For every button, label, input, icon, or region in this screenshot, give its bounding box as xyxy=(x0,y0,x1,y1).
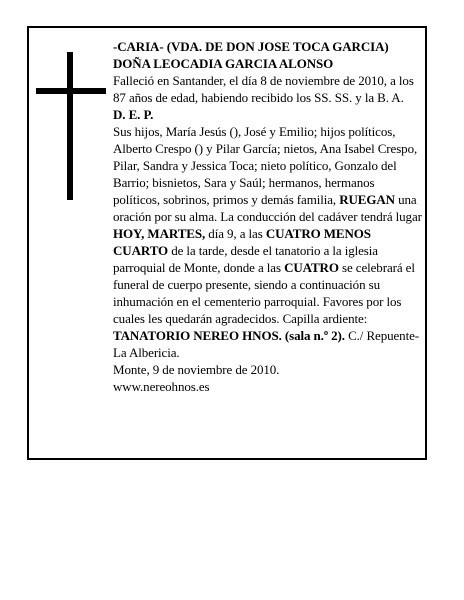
ruegan-text: RUEGAN xyxy=(339,192,395,207)
family-text: Sus hijos, María Jesús (), José y Emilio; hijos políticos, Alberto Crespo () y Pilar García; nietos, Ana Isabel Crespo, Pilar, Sandra y Jessica Toca; nieto político, Gonzalo del Barrio; bisnietos, Sara y Saúl; hermanos, hermanos políticos, sobrinos, primos y demás familia, xyxy=(113,124,418,207)
cuatro-text: CUATRO xyxy=(284,260,339,275)
funeral-text: se celebrará el funeral de cuerpo presente, siendo a continuación su inhumación en el cementerio parroquial. Favores por los cuales les quedarán agradecidos. Capilla ardiente: xyxy=(113,260,415,326)
website: www.nereohnos.es xyxy=(113,379,210,394)
prayer-text: una oración por su alma. La conducción del cadáver tendrá lugar xyxy=(113,192,422,224)
dep-line: D. E. P. xyxy=(113,107,154,122)
deceased-name: DOÑA LEOCADIA GARCIA ALONSO xyxy=(113,56,334,71)
route-text: de la tarde, desde el tanatorio a la iglesia parroquial de Monte, donde a las xyxy=(113,243,378,275)
hoy-martes-text: HOY, MARTES, xyxy=(113,226,206,241)
death-statement: Falleció en Santander, el día 8 de noviembre de 2010, a los 87 años de edad, habiendo recibido los SS. SS. y la B. A. xyxy=(113,73,414,105)
cross-icon xyxy=(36,52,106,200)
cuatro-menos-cuarto-text: CUATRO MENOS CUARTO xyxy=(113,226,371,258)
obituary-text xyxy=(113,38,423,395)
tanatorio-text: TANATORIO NEREO HNOS. (sala n.º 2). xyxy=(113,328,345,343)
day-text: día 9, a las xyxy=(205,226,266,241)
header-line-1: -CARIA- (VDA. DE DON JOSE TOCA GARCIA) xyxy=(113,39,389,54)
family-paragraph xyxy=(113,123,423,361)
address-text: C./ Repuente-La Albericia. xyxy=(113,328,419,360)
date-line: Monte, 9 de noviembre de 2010. xyxy=(113,362,280,377)
cross-vertical-bar xyxy=(67,52,73,200)
cross-horizontal-bar xyxy=(36,88,106,94)
